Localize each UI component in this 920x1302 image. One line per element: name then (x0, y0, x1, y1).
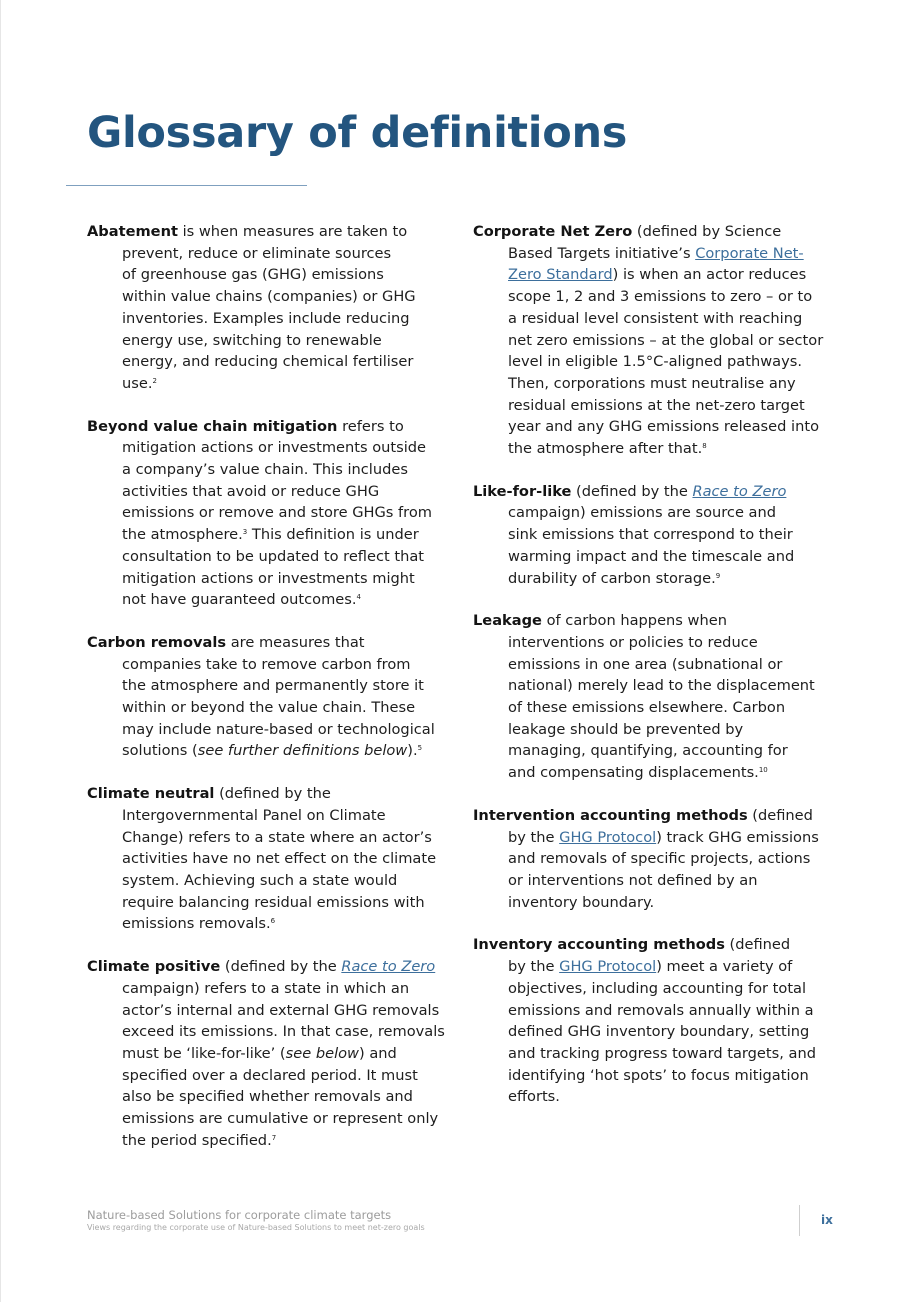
definition-text: is when measures are taken to prevent, reduce or eliminate sources of greenhouse gas (GHG) emissions within value chains (companies) or GHG inventories. Examples include reducing energy use, switching to renewable energy, and reducing chemical fertiliser use. (122, 223, 416, 392)
footnote-ref: 5 (417, 744, 423, 753)
definition-text: (defined by the (508, 806, 813, 846)
race-to-zero-link[interactable]: Race to Zero (692, 482, 787, 500)
term-beyond-value-chain-mitigation: Beyond value chain mitigation (87, 417, 338, 435)
footnote-ref: 9 (715, 571, 721, 580)
term-intervention-accounting-methods: Intervention accounting methods (473, 806, 748, 824)
term-leakage: Leakage (473, 612, 542, 630)
glossary-entry-corporate-net-zero (473, 221, 838, 460)
glossary-entry-abatement (87, 221, 452, 395)
ghg-protocol-link[interactable]: GHG Protocol (559, 958, 657, 976)
footnote-ref: 6 (270, 917, 276, 926)
footnote-ref: 7 (271, 1133, 277, 1142)
glossary-entry-leakage (473, 610, 838, 784)
definition-text: (defined by the (220, 958, 342, 976)
glossary-entry-carbon-removals (87, 632, 452, 762)
definition-text: refers to mitigation actions or investments outside a company’s value chain. This includes activities that avoid or reduce GHG emissions or remove and store GHGs from the atmosphere. (122, 417, 432, 544)
title-underline-divider (66, 185, 307, 186)
footnote-ref: 2 (152, 376, 157, 385)
footnote-ref: 8 (702, 442, 707, 451)
footnote-ref: 3 (242, 528, 248, 537)
definition-text: (defined by the (508, 936, 791, 976)
glossary-entry-beyond-value-chain-mitigation (87, 416, 452, 611)
definition-text: ) and specified over a declared period. It must also be specified whether removals and emissions are cumulative or represent only the period specified. (122, 1044, 439, 1149)
glossary-entry-climate-neutral (87, 783, 452, 935)
term-like-for-like: Like-for-like (473, 482, 572, 500)
race-to-zero-link[interactable]: Race to Zero (341, 958, 436, 976)
corporate-net-zero-standard-link-continued[interactable]: Zero Standard (508, 266, 613, 284)
definition-text: (defined by the (571, 482, 693, 500)
definition-text: ) is when an actor reduces scope 1, 2 and 3 emissions to zero – or to a residual level consistent with reaching net zero emissions – at the global or sector level in eligible 1.5°C-aligned pathways. Then, corporations must neutralise any residual emissions at the net-zero target year and any GHG emissions released into the atmosphere after that. (508, 266, 824, 458)
page-title: Glossary of definitions (87, 108, 628, 158)
definition-text: are measures that companies take to remove carbon from the atmosphere and permanently store it within or beyond the value chain. These may include nature-based or technological solutions ( (122, 633, 435, 760)
definition-text: campaign) refers to a state in which an actor’s internal and external GHG removals exceed its emissions. In that case, removals must be ‘like-for-like’ ( (122, 979, 445, 1062)
glossary-column-right (473, 221, 838, 1129)
glossary-column-left (87, 221, 452, 1172)
page-number: ix (821, 1213, 833, 1227)
cross-reference-text: see below (285, 1044, 359, 1062)
glossary-entry-intervention-accounting-methods (473, 805, 838, 914)
definition-text: This definition is under consultation to be updated to reflect that mitigation actions or investments might not have guaranteed outcomes. (122, 526, 425, 609)
term-climate-neutral: Climate neutral (87, 785, 215, 803)
cross-reference-text: see further definitions below (197, 742, 408, 760)
footer-document-title: Nature-based Solutions for corporate climate targets (87, 1208, 392, 1222)
term-climate-positive: Climate positive (87, 958, 221, 976)
definition-text: of carbon happens when interventions or policies to reduce emissions in one area (subnational or national) merely lead to the displacement of these emissions elsewhere. Carbon leakage should be prevented by managing, quantifying, accounting for and compensating displacements. (508, 612, 815, 782)
glossary-entry-inventory-accounting-methods (473, 934, 838, 1108)
term-corporate-net-zero: Corporate Net Zero (473, 223, 633, 240)
footnote-ref: 4 (356, 593, 361, 602)
ghg-protocol-link[interactable]: GHG Protocol (559, 828, 657, 846)
glossary-entry-like-for-like (473, 481, 838, 590)
footnote-ref: 10 (758, 766, 768, 775)
definition-text: (defined by the Intergovernmental Panel on Climate Change) refers to a state where an actor’s activities have no net effect on the climate system. Achieving such a state would require balancing residual emissions with emissions removals. (122, 785, 437, 933)
definition-text: campaign) emissions are source and sink emissions that correspond to their warming impact and the timescale and durability of carbon storage. (508, 504, 795, 587)
footer-divider (799, 1205, 800, 1236)
definition-text: ). (407, 742, 418, 760)
term-carbon-removals: Carbon removals (87, 633, 227, 651)
definition-text: (defined by Science Based Targets initiative’s (508, 223, 782, 262)
footer-document-subtitle: Views regarding the corporate use of Nature-based Solutions to meet net-zero goals (87, 1223, 425, 1232)
term-abatement: Abatement (87, 223, 178, 240)
definition-text: ) track GHG emissions and removals of specific projects, actions or interventions not defined by an inventory boundary. (508, 828, 819, 911)
term-inventory-accounting-methods: Inventory accounting methods (473, 936, 725, 954)
glossary-entry-climate-positive (87, 956, 452, 1151)
definition-text: ) meet a variety of objectives, including accounting for total emissions and removals annually within a defined GHG inventory boundary, setting and tracking progress toward targets, and identifying ‘hot spots’ to focus mitigation efforts. (508, 958, 816, 1106)
corporate-net-zero-standard-link[interactable]: Corporate Net- (695, 244, 804, 262)
page-edge (0, 0, 1, 1302)
